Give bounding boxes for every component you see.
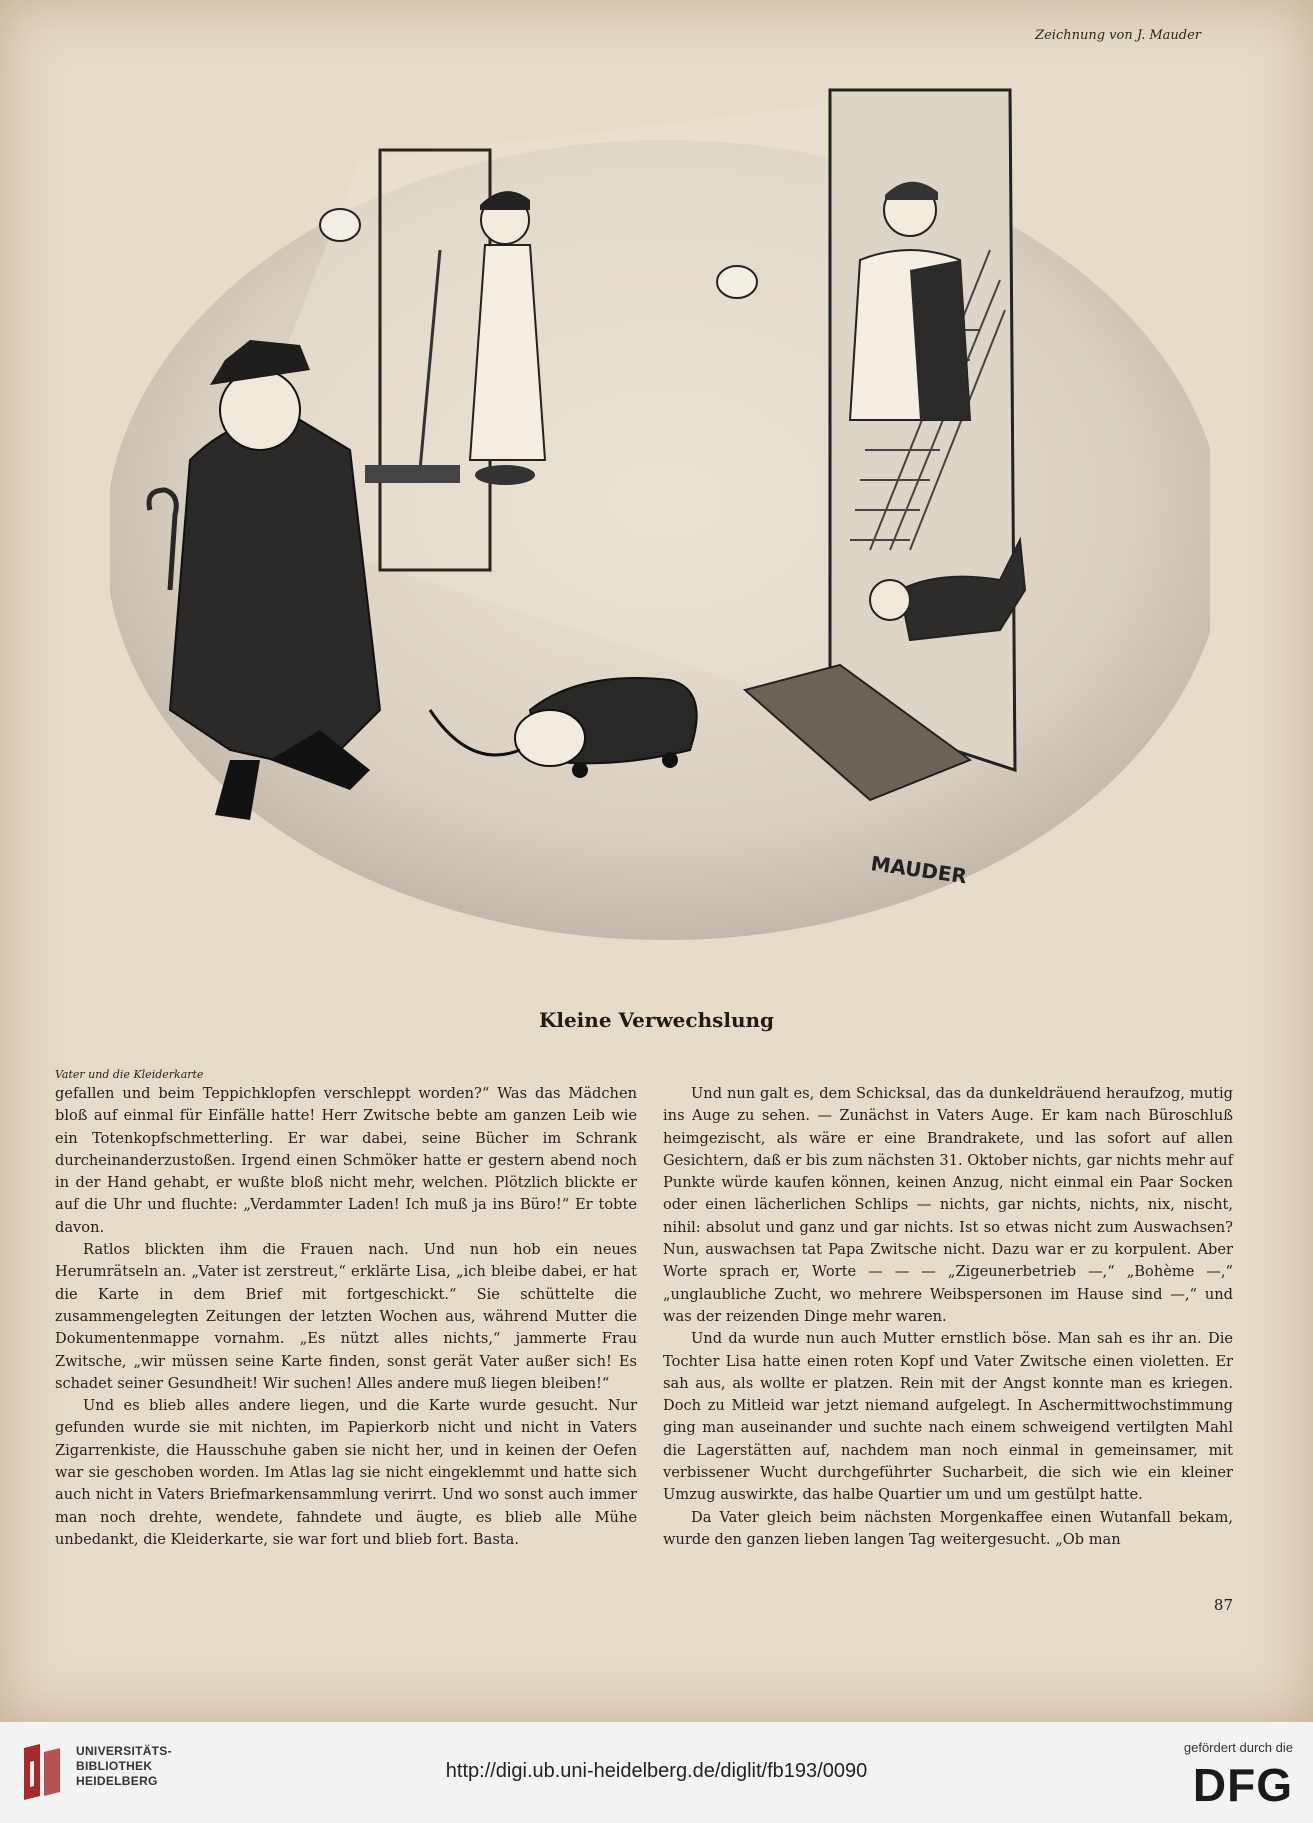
- left-column: [55, 1068, 637, 1551]
- paragraph: Und nun galt es, dem Schicksal, das da dunkeldräuend heraufzog, mutig ins Auge zu sehen. — Zunächst in Vaters Auge. Er kam nach Büroschluß heimgezischt, als wäre er eine Brandrakete, und las sofort auf allen Gesichtern, daß er bis zum nächsten 31. Oktober nichts, gar nichts mehr auf Punkte würde kaufen können, keinen Anzug, nicht einmal ein Paar Socken oder einen lächerlichen Schlips — nichts, gar nichts, nichts, nix, nischt, nihil: absolut und ganz und gar nichts. Ist so etwas nicht zum Auswachsen? Nun, auswachsen tat Papa Zwitsche nicht. Dazu war er zu korpulent. Aber Worte sprach er, Worte — — — „Zigeunerbetrieb —,“ „Bohème —,“ „unglaubliche Zucht, wo mehrere Weibspersonen im Hause sind —,“ und was der reizenden Dinge mehr waren.: [663, 1085, 1233, 1325]
- right-column: [663, 1083, 1233, 1551]
- illustration-credit: Zeichnung von J. Mauder: [1035, 28, 1201, 43]
- paragraph: Da Vater gleich beim nächsten Morgenkaffee einen Wutanfall bekam, wurde den ganzen lieben langen Tag weitergesucht. „Ob man: [663, 1508, 1233, 1548]
- paragraph: Und da wurde nun auch Mutter ernstlich böse. Man sah es ihr an. Die Tochter Lisa hatte einen roten Kopf und Vater Zwitsche einen violetten. Er sah aus, als wollte er platzen. Rein mit der Angst konnte man es kriegen. Doch zu Mitleid war jetzt niemand aufgelegt. In Aschermittwochstimmung ging man auseinander und suchte nach einem schweigend vertilgten Mahl die Lagerstätten auf, nachdem man noch einmal in gemeinsamer, mit verbissener Wucht durchgeführter Sucharbeit, die sich wie ein kleiner Umzug auswirkte, das halbe Quartier um und um gestülpt hatte.: [663, 1330, 1233, 1504]
- paragraph: Ratlos blickten ihm die Frauen nach. Und nun hob ein neues Herumrätseln an. „Vater ist zerstreut,“ erklärte Lisa, „ich bleibe dabei, er hat die Karte in dem Brief mit fortgeschickt.“ Sie schüttelte die zusammengelegten Zeitungen der letzten Wochen aus, während Mutter die Dokumentenmappe vornahm. „Es nützt alles nichts,“ jammerte Frau Zwitsche, „wir müssen seine Karte finden, sonst gerät Vater außer sich! Es schadet seiner Gesundheit! Wir suchen! Alles andere muß liegen bleiben!“: [55, 1241, 637, 1392]
- column-subhead: Vater und die Kleiderkarte: [55, 1068, 204, 1081]
- page-number: 87: [1213, 1596, 1233, 1614]
- library-name: UNIVERSITÄTS- BIBLIOTHEK HEIDELBERG: [76, 1744, 172, 1788]
- viewer-footer: [0, 1722, 1313, 1823]
- cartoon-title: Kleine Verwechslung: [538, 1008, 775, 1032]
- dfg-logo: DFG: [1192, 1759, 1293, 1811]
- funded-by-label: gefördert durch die: [1183, 1740, 1293, 1755]
- permalink-url[interactable]: http://digi.ub.uni-heidelberg.de/diglit/fb193/0090: [445, 1760, 868, 1782]
- paragraph: gefallen und beim Teppichklopfen verschleppt worden?“ Was das Mädchen bloß auf einmal für Einfälle hatte! Herr Zwitsche bebte am ganzen Leib wie ein Totenkopfschmetterling. Er war dabei, seine Bücher im Schrank durcheinanderzustoßen. Irgend einen Schmöker hatte er gestern abend noch in der Hand gehabt, er wußte bloß nicht mehr, welchen. Plötzlich blickte er auf die Uhr und fluchte: „Verdammter Laden! Ich muß ja ins Büro!“ Er tobte davon.: [55, 1085, 637, 1236]
- paragraph: Und es blieb alles andere liegen, und die Karte wurde gesucht. Nur gefunden wurde sie mit nichten, im Papierkorb nicht und nicht in Vaters Zigarrenkiste, die Hausschuhe gaben sie nicht her, und in keinen der Oefen war sie geschoben worden. Im Atlas lag sie nicht eingeklemmt und hatte sich auch nicht in Vaters Briefmarkensammlung verirrt. Und wo sonst auch immer man noch drehte, wendete, fahndete und äugte, es blieb alle Mühe unbedankt, die Kleiderkarte, sie war fort und blieb fort. Basta.: [55, 1397, 637, 1548]
- artist-signature: MAUDER: [869, 851, 969, 889]
- cartoon-illustration: [110, 70, 1210, 980]
